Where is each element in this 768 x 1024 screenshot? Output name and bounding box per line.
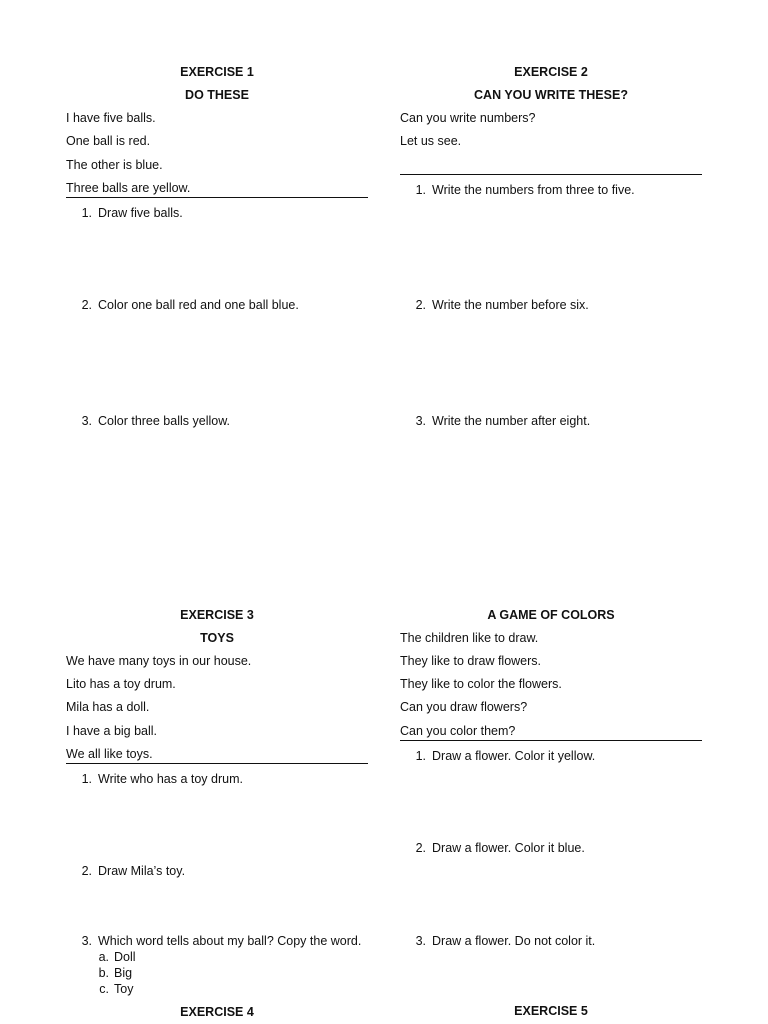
exercise-3-line: We all like toys. (66, 747, 153, 761)
colors-item (410, 841, 585, 856)
exercise-3-line: Mila has a doll. (66, 700, 150, 714)
item-number: 2. (81, 298, 92, 312)
item-text: Write the numbers from three to five. (432, 183, 635, 197)
exercise-3-title: EXERCISE 3 (180, 608, 254, 622)
item-text: Color one ball red and one ball blue. (98, 298, 299, 312)
colors-line: Can you color them? (400, 724, 516, 738)
item-number: 2. (415, 298, 426, 312)
colors-line: The children like to draw. (400, 631, 539, 645)
item-number: 1. (415, 183, 426, 197)
colors-rule (400, 740, 702, 741)
exercise-3-item (76, 934, 361, 949)
item-text: Draw a flower. Do not color it. (432, 934, 596, 948)
item-number: 3. (81, 934, 92, 948)
item-text: Write the number before six. (432, 298, 589, 312)
choice-text: Toy (114, 982, 134, 996)
exercise-2-rule (400, 174, 702, 175)
exercise-2-title: EXERCISE 2 (514, 65, 588, 79)
item-text: Draw five balls. (98, 206, 183, 220)
choice-letter: c. (99, 982, 109, 996)
exercise-3-subtitle: TOYS (200, 631, 234, 645)
colors-item (410, 749, 595, 764)
choice-item (97, 982, 133, 997)
item-number: 3. (415, 414, 426, 428)
item-number: 3. (81, 414, 92, 428)
exercise-3-line: We have many toys in our house. (66, 654, 252, 668)
exercise-1-line: I have five balls. (66, 111, 156, 125)
exercise-2-item (410, 183, 635, 198)
item-number: 2. (415, 841, 426, 855)
choice-letter: b. (98, 966, 109, 980)
colors-subtitle: A GAME OF COLORS (487, 608, 615, 622)
exercise-1-rule (66, 197, 368, 198)
exercise-4-title: EXERCISE 4 (180, 1005, 254, 1019)
exercise-2-line: Can you write numbers? (400, 111, 536, 125)
item-number: 2. (81, 864, 92, 878)
exercise-3-line: Lito has a toy drum. (66, 677, 176, 691)
item-number: 1. (81, 206, 92, 220)
exercise-2-subtitle: CAN YOU WRITE THESE? (474, 88, 628, 102)
exercise-3-rule (66, 763, 368, 764)
exercise-1-subtitle: DO THESE (185, 88, 249, 102)
choice-item (97, 950, 136, 965)
item-text: Draw a flower. Color it blue. (432, 841, 585, 855)
item-number: 1. (415, 749, 426, 763)
exercise-1-line: One ball is red. (66, 134, 151, 148)
item-text: Color three balls yellow. (98, 414, 231, 428)
choice-item (97, 966, 132, 981)
colors-item (410, 934, 595, 949)
exercise-1-line: Three balls are yellow. (66, 181, 191, 195)
exercise-5-title: EXERCISE 5 (514, 1004, 588, 1018)
exercise-2-line: Let us see. (400, 134, 462, 148)
colors-line: Can you draw flowers? (400, 700, 528, 714)
exercise-3-item (76, 772, 243, 787)
choice-letter: a. (98, 950, 109, 964)
item-text: Which word tells about my ball? Copy the word. (98, 934, 362, 948)
item-text: Draw a flower. Color it yellow. (432, 749, 596, 763)
colors-line: They like to color the flowers. (400, 677, 562, 691)
exercise-3-item (76, 864, 185, 879)
exercise-1-title: EXERCISE 1 (180, 65, 254, 79)
exercise-1-line: The other is blue. (66, 158, 163, 172)
exercise-1-item (76, 414, 230, 429)
exercise-3-line: I have a big ball. (66, 724, 158, 738)
choice-text: Big (114, 966, 133, 980)
item-text: Draw Mila’s toy. (98, 864, 186, 878)
exercise-1-item (76, 298, 299, 313)
item-number: 3. (415, 934, 426, 948)
choice-text: Doll (114, 950, 136, 964)
exercise-1-item (76, 206, 183, 221)
exercise-2-item (410, 414, 590, 429)
item-text: Write the number after eight. (432, 414, 591, 428)
colors-line: They like to draw flowers. (400, 654, 542, 668)
item-number: 1. (81, 772, 92, 786)
item-text: Write who has a toy drum. (98, 772, 243, 786)
exercise-2-item (410, 298, 589, 313)
